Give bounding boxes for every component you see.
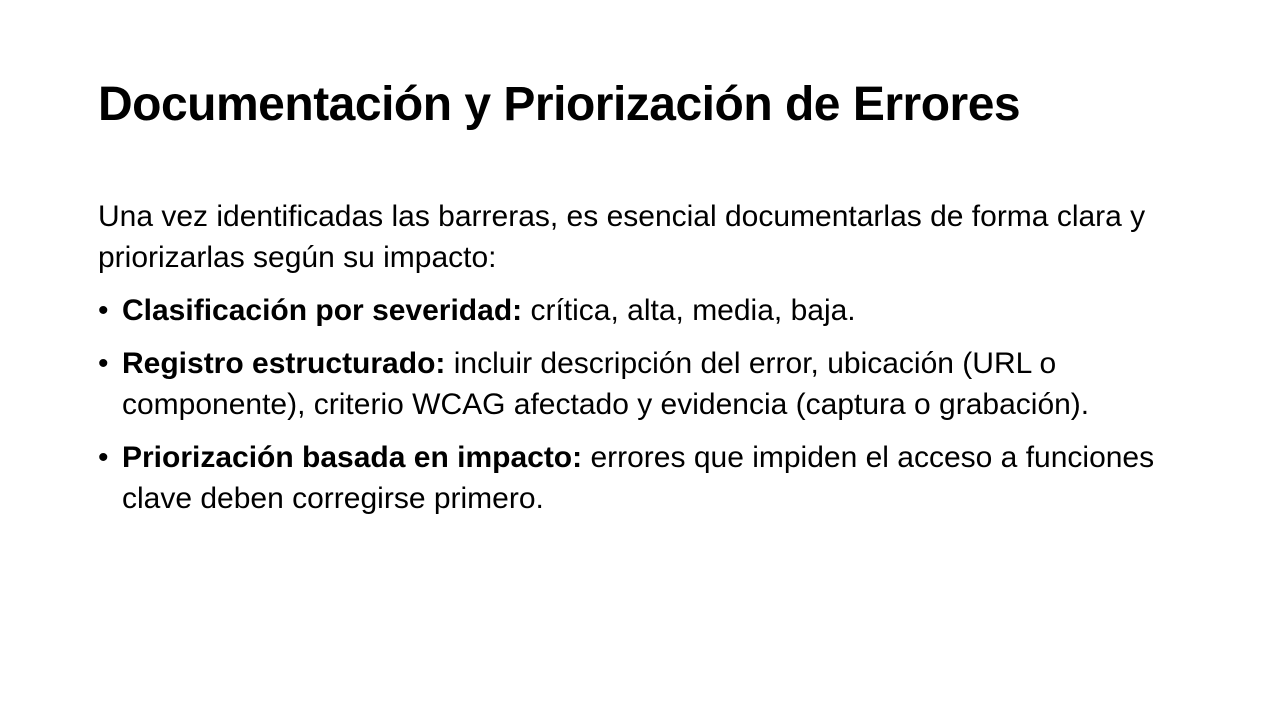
bullet-lead: Priorización basada en impacto: xyxy=(122,441,583,474)
slide-title: Documentación y Priorización de Errores xyxy=(98,78,1021,131)
bullet-text: incluir descripción del error, ubicación (URL o componente), criterio WCAG afectado y evidencia (captura o grabación). xyxy=(122,347,1090,421)
bullet-icon: • xyxy=(98,347,109,380)
bullet-lead: Registro estructurado: xyxy=(122,347,446,380)
bullet-lead: Clasificación por severidad: xyxy=(122,294,523,327)
bullet-item-registry xyxy=(98,343,1188,425)
bullet-list xyxy=(98,290,1188,519)
bullet-icon: • xyxy=(98,294,109,327)
bullet-item-severity xyxy=(98,290,1188,331)
bullet-text: crítica, alta, media, baja. xyxy=(522,294,856,327)
bullet-item-priority xyxy=(98,437,1188,519)
bullet-text: errores que impiden el acceso a funciones clave deben corregirse primero. xyxy=(122,441,1155,515)
slide-body xyxy=(98,196,1188,531)
intro-paragraph: Una vez identificadas las barreras, es esencial documentarlas de forma clara y priorizarlas según su impacto: xyxy=(98,200,1146,274)
bullet-icon: • xyxy=(98,441,109,474)
